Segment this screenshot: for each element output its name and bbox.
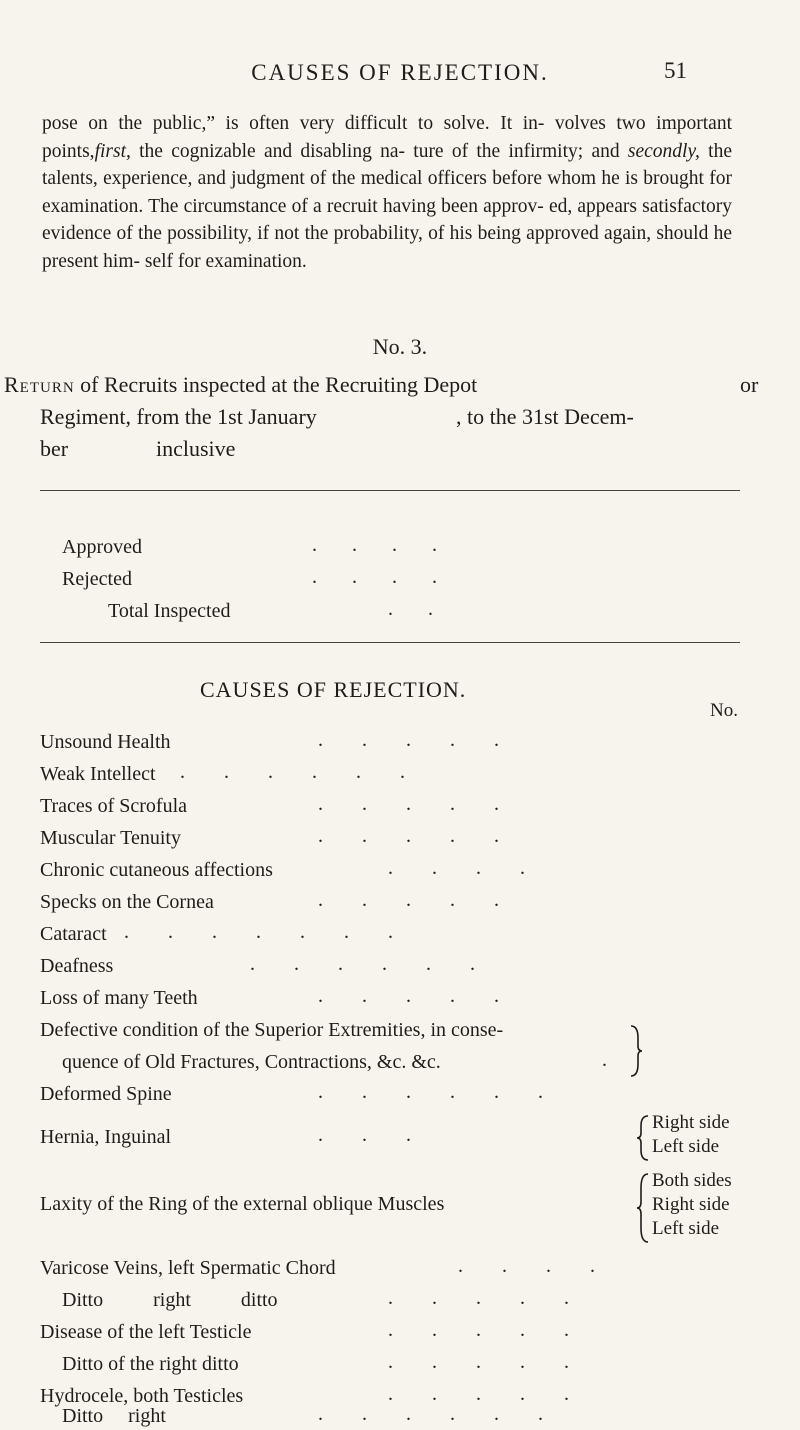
cause-dots: . . . .	[388, 857, 525, 879]
cause-dots: . . . . .	[388, 1319, 569, 1341]
summary-total-dots: . .	[388, 598, 433, 620]
divider-line	[40, 642, 740, 643]
cause-dots: . . . . . .	[318, 1403, 543, 1425]
hernia-left-side: Left side	[652, 1136, 720, 1157]
laxity-both-sides: Both sides	[652, 1170, 732, 1191]
cause-dots: . . . . .	[318, 985, 499, 1007]
cause-deafness: Deafness	[40, 955, 114, 977]
cause-hydrocele-both: Hydrocele, both Testicles	[40, 1385, 244, 1407]
cause-deformed-spine: Deformed Spine	[40, 1083, 172, 1105]
summary-rejected-label: Rejected	[62, 568, 132, 590]
divider-line	[40, 490, 740, 491]
cause-dots: . . . . .	[318, 889, 499, 911]
brace-icon	[636, 1114, 650, 1162]
cause-dots: .	[602, 1049, 607, 1071]
laxity-left-side: Left side	[652, 1218, 720, 1239]
form-title-line3b: inclusive	[156, 436, 236, 461]
cause-dots: . . . . .	[388, 1351, 569, 1373]
cause-disease-left-testicle: Disease of the left Testicle	[40, 1321, 252, 1343]
summary-approved-label: Approved	[62, 536, 142, 558]
running-head: CAUSES OF REJECTION.	[251, 60, 549, 85]
summary-approved-dots: . . . .	[312, 534, 437, 556]
cause-cataract: Cataract	[40, 923, 107, 945]
page-number: 51	[664, 58, 687, 83]
causes-heading: CAUSES OF REJECTION.	[200, 677, 467, 702]
cause-hernia-inguinal: Hernia, Inguinal	[40, 1126, 172, 1148]
form-or: or	[740, 372, 759, 397]
cause-chronic-cutaneous-affections: Chronic cutaneous affections	[40, 859, 273, 881]
summary-rejected-dots: . . . .	[312, 566, 437, 588]
cause-dots: . . . . .	[318, 793, 499, 815]
cause-dots: . . . . . .	[180, 761, 405, 783]
cause-ditto-right-testicle: Ditto of the right ditto	[62, 1353, 239, 1375]
cause-loss-of-many-teeth: Loss of many Teeth	[40, 987, 198, 1009]
cause-dots: . . . . .	[388, 1287, 569, 1309]
cause-dots: . . . . .	[318, 729, 499, 751]
form-title-line2b: , to the 31st Decem-	[456, 404, 634, 429]
cause-muscular-tenuity: Muscular Tenuity	[40, 827, 181, 849]
cause-dots: . . .	[318, 1124, 411, 1146]
form-title-line2a: Regiment, from the 1st January	[40, 404, 317, 429]
brace-icon	[628, 1024, 644, 1078]
body-paragraph: pose on the public,” is often very difficult to solve. It in- volves two important points,first, the cognizable and disabling na- ture of the infirmity; and secondly, the talents, experience, and judgment of the medical officers before whom he is brought for examination. The circumstance of a recruit having been approv- ed, appears satisfactory evidence of the possibility, if not the probability, of his being approved again, should he present him- self for examination.	[42, 113, 732, 272]
cause-unsound-health: Unsound Health	[40, 731, 171, 753]
cause-dots: . . . . . .	[318, 1081, 543, 1103]
cause-dots: . . . . .	[318, 825, 499, 847]
cause-laxity-of-ring: Laxity of the Ring of the external oblique Muscles	[40, 1193, 445, 1215]
cause-dots: . . . . . . .	[124, 921, 393, 943]
cause-varicose-veins: Varicose Veins, left Spermatic Chord	[40, 1257, 336, 1279]
no-column-header: No.	[710, 700, 738, 721]
cause-weak-intellect: Weak Intellect	[40, 763, 156, 785]
cause-dots: . . . . .	[388, 1383, 569, 1405]
cause-defective-condition-line2: quence of Old Fractures, Contractions, &c. &c.	[62, 1051, 441, 1073]
cause-ditto-right-hydrocele: Ditto right	[62, 1405, 166, 1427]
cause-defective-condition-line1: Defective condition of the Superior Extremities, in conse-	[40, 1019, 504, 1041]
cause-dots: . . . .	[458, 1255, 595, 1277]
form-title-line3a: ber	[40, 436, 69, 461]
brace-icon	[636, 1172, 650, 1244]
hernia-right-side: Right side	[652, 1112, 730, 1133]
laxity-right-side: Right side	[652, 1194, 730, 1215]
cause-ditto-right-ditto: Ditto right ditto	[62, 1289, 278, 1311]
form-title-line1: Return of Recruits inspected at the Recruiting Depot	[4, 372, 478, 397]
cause-traces-of-scrofula: Traces of Scrofula	[40, 795, 188, 817]
form-number: No. 3.	[372, 334, 428, 359]
cause-specks-on-the-cornea: Specks on the Cornea	[40, 891, 214, 913]
cause-dots: . . . . . .	[250, 953, 475, 975]
summary-total-label: Total Inspected	[108, 600, 231, 622]
